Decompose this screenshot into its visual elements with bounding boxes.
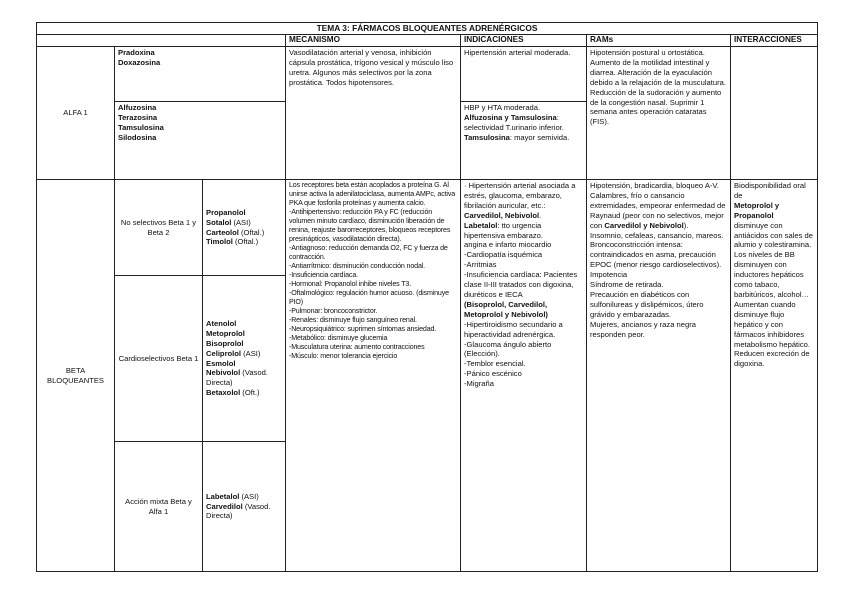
indicacion-bold: (Bisoprolol, Carvedilol, Metoprolol y Nebivolol) (464, 299, 548, 319)
interaccion-line: disminuye con antiácidos con sales de alumio y colestiramina. (734, 220, 813, 250)
ram-text: ). (683, 220, 689, 230)
drug-note: (ASI) (239, 491, 259, 501)
header-indicaciones: INDICACIONES (461, 35, 587, 47)
indicacion-line: -Migraña (464, 379, 494, 389)
drug-note: (Oft.) (240, 388, 260, 398)
drug-note: (ASI) (231, 217, 251, 227)
beta-mecanismo (286, 180, 461, 572)
indicacion-text: · Hipertensión arterial asociada a estrés, glaucoma, embarazo, fibrilación auricular, etc.: (464, 181, 576, 210)
drug-name: Pradoxina (118, 48, 155, 57)
mecanismo-line: -Antiarrítmico: disminución conducción nodal. (289, 262, 425, 270)
indicacion-line: -Hipertiroidismo secundario a hiperactividad adrenérgica. (464, 319, 563, 339)
alfa-indicaciones-1: Hipertensión arterial moderada. (461, 47, 587, 102)
header-mecanismo: MECANISMO (286, 35, 461, 47)
alfa-drugs-2 (115, 102, 286, 180)
drug-name: Bisoprolol (206, 338, 244, 348)
alfa-drugs-1 (115, 47, 286, 102)
interaccion-bold: Metoprolol y Propanolol (734, 200, 780, 220)
drug-name: Terazosina (118, 112, 158, 122)
mecanismo-line: -Neuropsiquiátrico: suprimen síntomas ansiedad. (289, 325, 437, 333)
header-interacciones: INTERACCIONES (731, 35, 818, 47)
drug-note: (ASI) (241, 348, 261, 358)
indicacion-text: . (539, 210, 542, 220)
drug-name: Propanolol (206, 207, 246, 217)
mecanismo-line: -Renales: disminuye flujo sanguíneo renal. (289, 316, 417, 324)
drug-name: Doxazosina (118, 57, 161, 67)
ram-text: Calambres, frío o cansancio extremidades, empeorar enfermedad de Raynaud (peor con no selectivos, mejor con (590, 190, 726, 230)
header-rams: RAMs (587, 35, 731, 47)
drug-note: (Vasod. Directa) (206, 368, 268, 388)
mecanismo-line: -Metabólico: disminuye glucemia (289, 334, 388, 342)
mecanismo-line: -Insuficiencia cardíaca. (289, 271, 358, 279)
indicacion-text: : mayor semivida. (509, 132, 570, 142)
indicacion-text: -Insuficiencia cardíaca: Pacientes clase II-III tratados con digoxina, diuréticos e IECA (464, 270, 578, 299)
mecanismo-line: -Hormonal: Propanolol inhibe niveles T3. (289, 280, 412, 288)
beta-rams (587, 180, 731, 572)
indicacion-text: : selectividad T.urinario inferior. (464, 112, 564, 132)
beta-cardio-label: Cardioselectivos Beta 1 (115, 276, 203, 442)
alfa-mecanismo: Vasodilatación arterial y venosa, inhibición cápsula prostática, trígono vesical y músculo liso uretra. Algunos más selectivos por la zona prostática. Todos hipotensores. (286, 47, 461, 180)
drug-note: (Oftal.) (238, 227, 265, 237)
ram-line: Síndrome de retirada. (590, 280, 664, 290)
document-page (36, 22, 817, 580)
ram-line: Hipotensión, bradicardia, bloqueo A-V. (590, 181, 719, 190)
ram-line: Broncoconstricción intensa: contraindicados en asma, precaución EPOC (menor riesgo cardioselectivos). (590, 240, 722, 270)
drug-name: Esmolol (206, 358, 236, 368)
alfa-indicaciones-2 (461, 102, 587, 180)
interaccion-line: Reducen excreción de digoxina. (734, 349, 810, 369)
mecanismo-line: -Músculo: menor tolerancia ejercicio (289, 352, 398, 360)
mecanismo-line: -Pulmonar: broncoconstrictor. (289, 307, 378, 315)
beta-nosel-drugs (203, 180, 286, 276)
drug-note: (Vasod. Directa) (206, 501, 271, 521)
pharmacology-table (36, 22, 818, 572)
drug-name: Atenolol (206, 318, 237, 328)
indicacion-bold: Alfuzosina y Tamsulosina (464, 112, 557, 122)
indicacion-line: angina e infarto miocardio (464, 240, 552, 250)
drug-name: Betaxolol (206, 388, 241, 398)
indicacion-line: -Pánico escénico (464, 369, 522, 379)
indicacion-bold: Labetalol (464, 220, 498, 230)
beta-cardio-drugs (203, 276, 286, 442)
drug-name: Carvedilol (206, 501, 243, 511)
ram-bold: Carvedilol y Nebivolol (604, 220, 684, 230)
drug-name: Timolol (206, 237, 233, 247)
interaccion-line: Aumentan cuando disminuye flujo hepático y con fármacos inhibidores metabolismo hepático. (734, 299, 810, 349)
beta-mixta-label: Acción mixta Beta y Alfa 1 (115, 442, 203, 572)
beta-mixta-drugs (203, 442, 286, 572)
mecanismo-line: -Antiagnoso: reducción demanda O2, FC y fuerza de contracción. (289, 244, 448, 261)
ram-line: Impotencia (590, 270, 628, 280)
drug-name: Sotalol (206, 217, 232, 227)
drug-name: Metoprolol (206, 328, 245, 338)
indicacion-line: HBP y HTA moderada. (464, 103, 541, 112)
drug-name: Carteolol (206, 227, 239, 237)
beta-group-label (37, 180, 115, 572)
indicacion-text: : tto urgencia hipertensiva embarazo. (464, 220, 543, 240)
beta-nosel-label: No selectivos Beta 1 y Beta 2 (115, 180, 203, 276)
ram-line: Mujeres, ancianos y raza negra responden peor. (590, 319, 696, 339)
mecanismo-line: -Musculatura uterina: aumento contracciones (289, 343, 425, 351)
drug-name: Labetalol (206, 491, 240, 501)
indicacion-line: -Cardiopatía isquémica (464, 250, 543, 260)
table-title: TEMA 3: FÁRMACOS BLOQUEANTES ADRENÉRGICOS (37, 23, 818, 35)
beta-interacciones (731, 180, 818, 572)
indicacion-bold: Tamsulosina (464, 132, 510, 142)
indicacion-line: -Arritmias (464, 260, 497, 270)
beta-indicaciones (461, 180, 587, 572)
mecanismo-line: -Antihipertensivo: reducción PA y FC (reducción volumen minuto cardíaco, disminución liberación de renina, reajuste barorreceptores, bloqueos receptores presinápticos, vasodilatación directa). (289, 208, 451, 243)
alfa-group-text: ALFA 1 (63, 108, 88, 118)
alfa-interacciones (731, 47, 818, 180)
mecanismo-line: Los receptores beta están acoplados a proteína G. Al unirse activa la adenilatociclasa, aumenta AMPc, activa PKA que fosforila proteínas y aumenta calcio. (289, 181, 456, 207)
drug-name: Silodosina (118, 132, 157, 142)
ram-line: Insomnio, cefaleas, cansancio, mareos. (590, 230, 724, 240)
mecanismo-line: -Oftalmológico: regulación humor acuoso. (disminuye PIO) (289, 289, 449, 306)
indicacion-bold: Carvedilol, Nebivolol (464, 210, 540, 220)
indicacion-line: -Glaucoma ángulo abierto (Elección). (464, 339, 552, 359)
beta-group-text: BETA BLOQUEANTES (47, 365, 104, 385)
alfa-rams: Hipotensión postural u ortostática. Aumento de la motilidad intestinal y diarrea. Alteración de la eyaculación debido a la relajación de la musculatura. Reducción de la sudoración y aumento de la congestión nasal. Suprimir 1 semana antes operación cataratas (FIS). (587, 47, 731, 180)
ram-line: Precaución en diabéticos con sulfonilureas y dislipémicos, útero grávido y embarazadas. (590, 289, 704, 319)
header-empty (37, 35, 286, 47)
alfa-group-label (37, 47, 115, 180)
drug-name: Tamsulosina (118, 122, 164, 132)
drug-name: Alfuzosina (118, 103, 157, 112)
indicacion-line: -Temblor esencial. (464, 359, 526, 369)
drug-name: Nebivolol (206, 368, 241, 378)
drug-name: Celiprolol (206, 348, 242, 358)
interaccion-text: Biodisponibilidad oral de (734, 181, 806, 200)
interaccion-line: Los niveles de BB disminuyen con inductores hepáticos como tabaco, barbitúricos, alcohol… (734, 250, 810, 299)
drug-note: (Oftal.) (232, 237, 259, 247)
